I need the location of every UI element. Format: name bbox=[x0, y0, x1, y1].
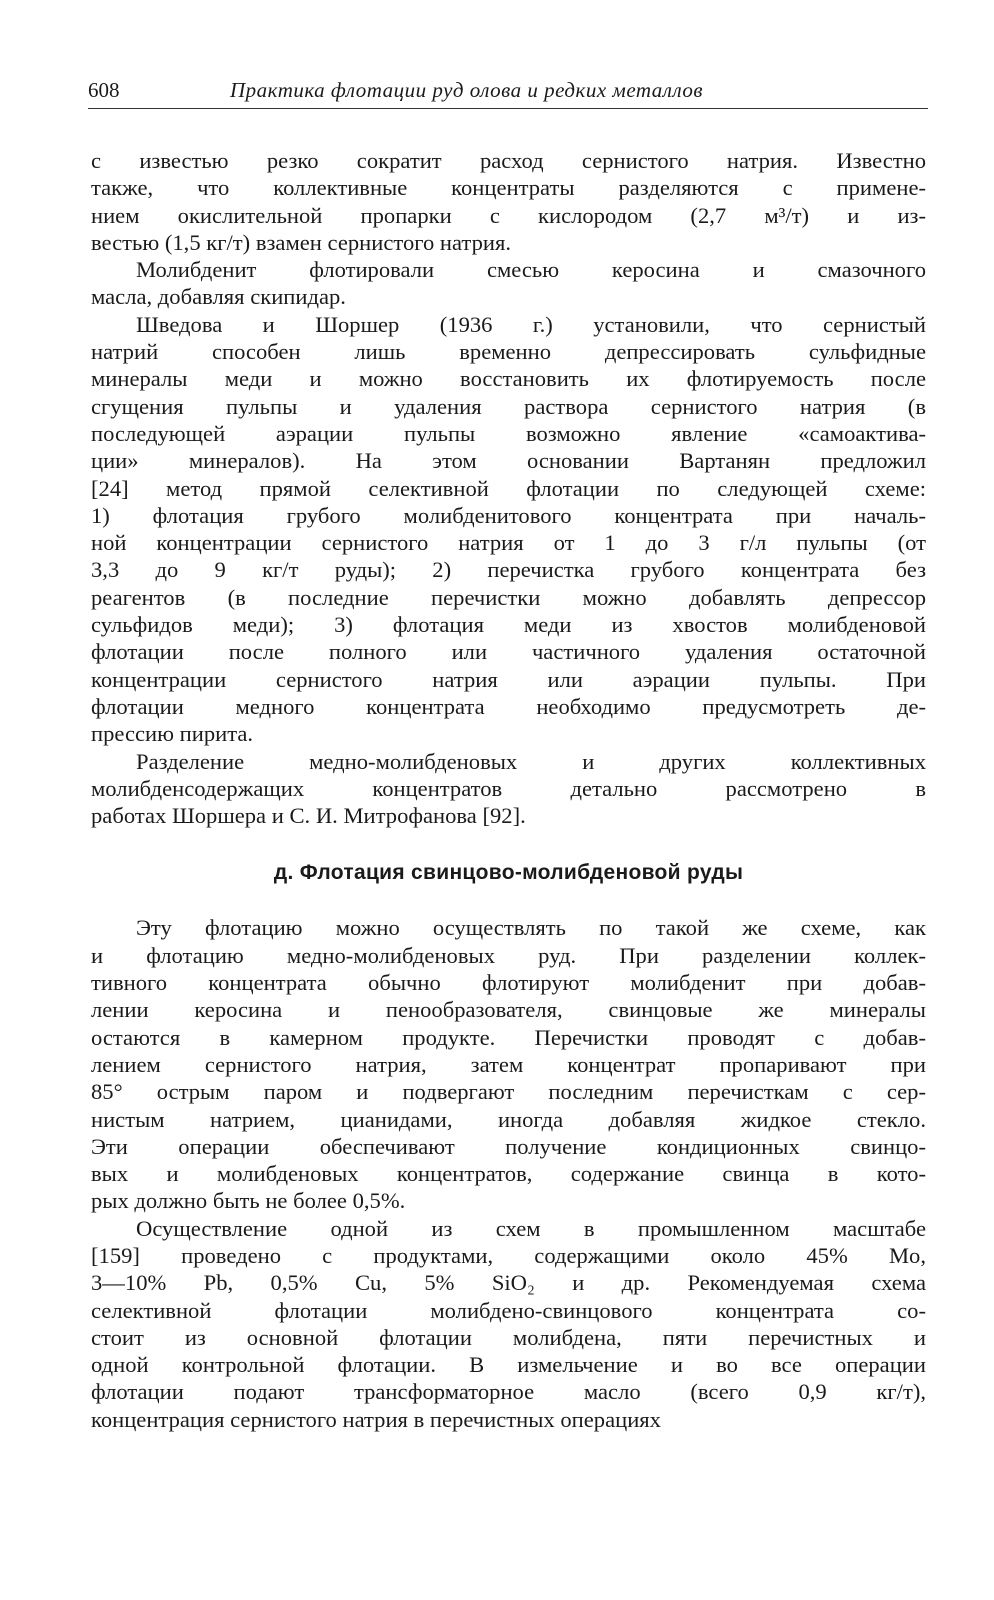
text-line: селективной флотации молибдено-свинцового концентрата со- bbox=[91, 1297, 926, 1323]
text-line: флотации после полного или частичного удаления остаточной bbox=[91, 639, 926, 665]
text-line: с известью резко сократит расход сернистого натрия. Известно bbox=[91, 148, 926, 173]
text-line: сгущения пульпы и удаления раствора сернистого натрия (в bbox=[91, 393, 926, 419]
paragraph bbox=[91, 1215, 926, 1433]
text-line: тивного концентрата обычно флотируют молибденит при добав- bbox=[91, 970, 926, 996]
text-line: вых и молибденовых концентратов, содержание свинца в кото- bbox=[91, 1161, 926, 1187]
text-line: также, что коллективные концентраты разделяются с примене- bbox=[91, 175, 926, 201]
paragraph bbox=[91, 311, 926, 748]
text-line: рых должно быть не более 0,5%. bbox=[91, 1188, 406, 1214]
page-number: 608 bbox=[88, 78, 120, 102]
paragraph bbox=[91, 748, 926, 830]
text-line: минералы меди и можно восстановить их флотируемость после bbox=[91, 366, 926, 392]
running-title: Практика флотации руд олова и редких металлов bbox=[230, 78, 703, 102]
text-line: Осуществление одной из схем в промышленном масштабе bbox=[136, 1215, 926, 1241]
text-line: стоит из основной флотации молибдена, пяти перечистных и bbox=[91, 1324, 926, 1350]
paragraph bbox=[91, 147, 926, 256]
text-line: 1) флотация грубого молибденитового концентрата при началь- bbox=[91, 502, 926, 528]
text-line: одной контрольной флотации. В измельчение и во все операции bbox=[91, 1352, 926, 1378]
text-line: вестью (1,5 кг/т) взамен сернистого натрия. bbox=[91, 229, 512, 255]
text-line: и флотацию медно-молибденовых руд. При разделении коллек- bbox=[91, 942, 926, 968]
body-text bbox=[91, 147, 926, 1433]
text-line: [24] метод прямой селективной флотации по следующей схеме: bbox=[91, 475, 926, 501]
text-line: прессию пирита. bbox=[91, 721, 254, 747]
text-line: масла, добавляя скипидар. bbox=[91, 284, 346, 310]
text-line: остаются в камерном продукте. Перечистки проводят с добав- bbox=[91, 1024, 926, 1050]
text-line: концентрация сернистого натрия в перечистных операциях bbox=[91, 1406, 661, 1432]
text-line: сульфидов меди); 3) флотация меди из хвостов молибденовой bbox=[91, 612, 926, 638]
text-line: 3,3 до 9 кг/т руды); 2) перечистка грубого концентрата без bbox=[91, 557, 926, 583]
text-line: флотации подают трансформаторное масло (всего 0,9 кг/т), bbox=[91, 1379, 926, 1405]
text-line: флотации медного концентрата необходимо предусмотреть де- bbox=[91, 693, 926, 719]
text-line: 85° острым паром и подвергают последним перечисткам с сер- bbox=[91, 1079, 926, 1105]
text-line: лении керосина и пенообразователя, свинцовые же минералы bbox=[91, 997, 926, 1023]
text-line: Эту флотацию можно осуществлять по такой же схеме, как bbox=[136, 915, 926, 941]
text-line: ции» минералов). На этом основании Вартанян предложил bbox=[91, 448, 926, 474]
text-line: реагентов (в последние перечистки можно добавлять депрессор bbox=[91, 584, 926, 610]
text-line: натрий способен лишь временно депрессировать сульфидные bbox=[91, 339, 926, 365]
text-line: Шведова и Шоршер (1936 г.) установили, что сернистый bbox=[136, 311, 926, 337]
paragraph bbox=[91, 256, 926, 311]
text-line: ной концентрации сернистого натрия от 1 до 3 г/л пульпы (от bbox=[91, 530, 926, 556]
page-header bbox=[88, 76, 928, 109]
text-line: работах Шоршера и С. И. Митрофанова [92]. bbox=[91, 803, 526, 829]
section-heading: д. Флотация свинцово-молибденовой руды bbox=[273, 861, 744, 885]
text-line: нистым натрием, цианидами, иногда добавляя жидкое стекло. bbox=[91, 1106, 926, 1132]
text-line: Эти операции обеспечивают получение кондиционных свинцо- bbox=[91, 1133, 926, 1159]
paragraph bbox=[91, 914, 926, 1214]
text-line: 3—10% Pb, 0,5% Cu, 5% SiO₂ и др. Рекомендуемая схема bbox=[91, 1270, 926, 1296]
text-line: Разделение медно-молибденовых и других коллективных bbox=[136, 748, 926, 774]
text-line: нием окислительной пропарки с кислородом (2,7 м³/т) и из- bbox=[91, 202, 926, 228]
text-line: лением сернистого натрия, затем концентрат пропаривают при bbox=[91, 1051, 926, 1077]
text-line: [159] проведено с продуктами, содержащими около 45% Mo, bbox=[91, 1242, 926, 1268]
text-line: последующей аэрации пульпы возможно явление «самоактива- bbox=[91, 420, 926, 446]
text-line: концентрации сернистого натрия или аэрации пульпы. При bbox=[91, 666, 926, 692]
text-line: Молибденит флотировали смесью керосина и смазочного bbox=[136, 257, 926, 283]
text-line: молибденсодержащих концентратов детально рассмотрено в bbox=[91, 775, 926, 801]
